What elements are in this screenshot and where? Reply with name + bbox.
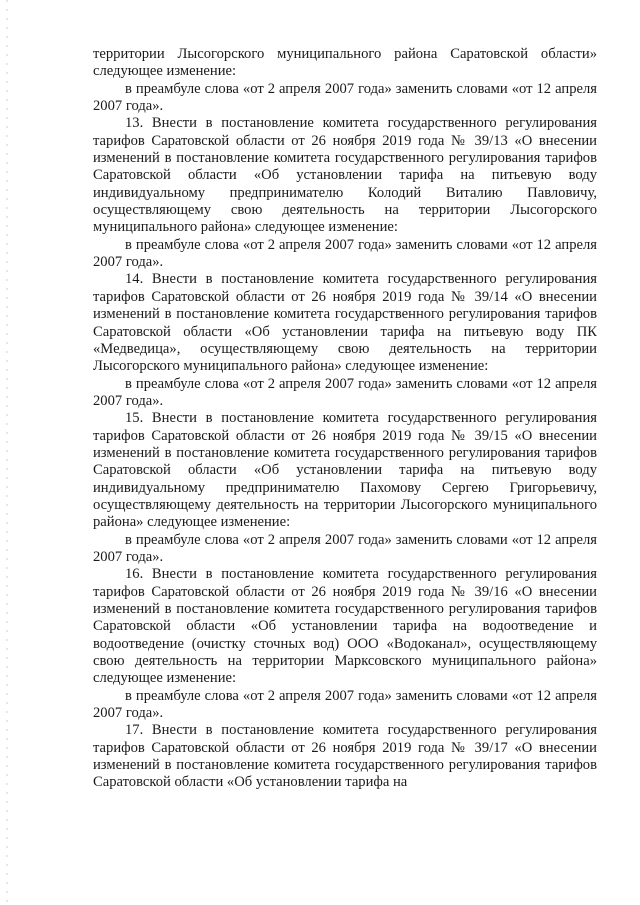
paragraph-item-16: 16. Внести в постановление комитета государственного регулирования тарифов Саратовской области от 26 ноября 2019 года № 39/16 «О внесении изменений в постановление комитета государственного регулирования тарифов Саратовской области «Об установлении тарифа на водоотведение и водоотведение (очистку сточных вод) ООО «Водоканал», осуществляющему свою деятельность на территории Марксовского муниципального района» следующее изменение: [93,566,597,687]
paragraph-8: в преамбуле слова «от 2 апреля 2007 года» заменить словами «от 12 апреля 2007 года». [93,531,597,565]
scan-edge-marks [6,0,8,905]
paragraph-item-15: 15. Внести в постановление комитета государственного регулирования тарифов Саратовской области от 26 ноября 2019 года № 39/15 «О внесении изменений в постановление комитета государственного регулирования тарифов Саратовской области «Об установлении тарифа на питьевую воду индивидуальному предпринимателю Пахомову Сергею Григорьевичу, осуществляющему деятельность на территории Лысогорского муниципального района» следующее изменение: [93,410,597,531]
paragraph-6: в преамбуле слова «от 2 апреля 2007 года» заменить словами «от 12 апреля 2007 года». [93,375,597,409]
paragraph-item-13: 13. Внести в постановление комитета государственного регулирования тарифов Саратовской области от 26 ноября 2019 года № 39/13 «О внесении изменений в постановление комитета государственного регулирования тарифов Саратовской области «Об установлении тарифа на питьевую воду индивидуальному предпринимателю Колодий Виталию Павловичу, осуществляющему свою деятельность на территории Лысогорского муниципального района» следующее изменение: [93,115,597,236]
paragraph-2: в преамбуле слова «от 2 апреля 2007 года» заменить словами «от 12 апреля 2007 года». [93,80,597,115]
paragraph-4: в преамбуле слова «от 2 апреля 2007 года» заменить словами «от 12 апреля 2007 года». [93,236,597,271]
paragraph-item-14: 14. Внести в постановление комитета государственного регулирования тарифов Саратовской области от 26 ноября 2019 года № 39/14 «О внесении изменений в постановление комитета государственного регулирования тарифов Саратовской области «Об установлении тарифа на питьевую воду ПК «Медведица», осуществляющему свою деятельность на территории Лысогорского муниципального района» следующее изменение: [93,271,597,375]
paragraph-10: в преамбуле слова «от 2 апреля 2007 года» заменить словами «от 12 апреля 2007 года». [93,687,597,722]
document-body [93,46,597,792]
paragraph-item-17: 17. Внести в постановление комитета государственного регулирования тарифов Саратовской области от 26 ноября 2019 года № 39/17 «О внесении изменений в постановление комитета государственного регулирования тарифов Саратовской области «Об установлении тарифа на [93,722,597,791]
paragraph-1: территории Лысогорского муниципального района Саратовской области» следующее изменение: [93,46,597,80]
